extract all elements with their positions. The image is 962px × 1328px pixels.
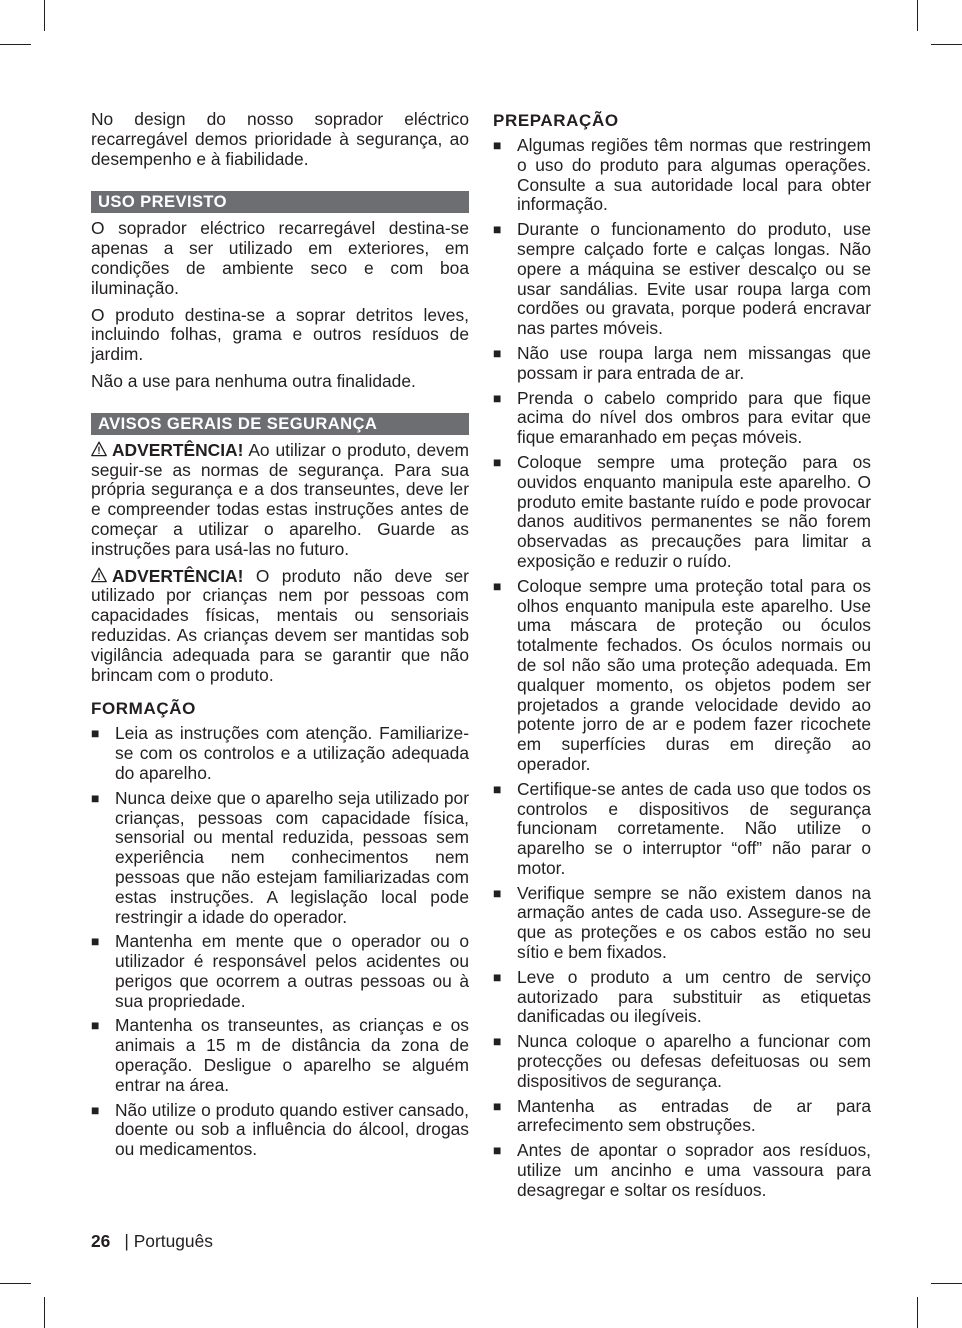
warning-label: ADVERTÊNCIA! [112, 565, 244, 586]
bullet-square-icon: ■ [493, 221, 502, 238]
bullet-square-icon: ■ [493, 344, 502, 361]
warning-text: Ao utilizar o produto, devem seguir-se as normas de segurança. Para sua própria segurança e a dos transeuntes, deve ler e compreender todas estas instruções antes de começar a utilizar o aparelho. Guarde as instruções para usá-las no futuro. [91, 439, 469, 559]
crop-mark [931, 44, 962, 45]
warning-triangle-icon [91, 567, 107, 583]
bullet-square-icon: ■ [493, 577, 502, 594]
list-item: ■ Prenda o cabelo comprido para que fique acima do nível dos ombros para evitar que fique emaranhado em peças móveis. [493, 387, 871, 448]
body-paragraph: O produto destina-se a soprar detritos leves, incluindo folhas, grama e outros resíduos de jardim. [91, 304, 469, 365]
right-column [493, 110, 871, 1206]
list-item: ■ Nunca coloque o aparelho a funcionar com protecções ou defesas defeituosas ou sem dispositivos de segurança. [493, 1031, 871, 1091]
footer-language: | Português [124, 1231, 213, 1251]
section-heading-avisos: AVISOS GERAIS DE SEGURANÇA [91, 413, 469, 435]
bullet-square-icon: ■ [493, 780, 502, 797]
list-item: ■ Leia as instruções com atenção. Familiarize-se com os controlos e a utilização adequada do aparelho. [91, 723, 469, 783]
crop-mark [0, 44, 31, 45]
body-paragraph: O soprador eléctrico recarregável destina-se apenas a ser utilizado em exteriores, em condições de ambiente seco e com boa iluminação. [91, 218, 469, 298]
page-footer [91, 1231, 213, 1251]
bullet-square-icon: ■ [91, 1101, 100, 1118]
crop-mark [917, 0, 918, 31]
left-column [91, 110, 469, 1165]
bullet-square-icon: ■ [91, 933, 100, 950]
list-item: ■ Antes de apontar o soprador aos resíduos, utilize um ancinho e uma vassoura para desagregar e soltar os resíduos. [493, 1140, 871, 1200]
subheading-formacao: FORMAÇÃO [91, 699, 196, 719]
list-item: ■ Coloque sempre uma proteção para os ouvidos enquanto manipula este aparelho. O produto emite bastante ruído e pode provocar danos auditivos permanentes se não forem observadas as precauções para limitar a exposição e reduzir o ruído. [493, 451, 871, 571]
list-item: ■ Coloque sempre uma proteção total para os olhos enquanto manipula este aparelho. Use uma máscara de proteção ou óculos totalmente fechados. Os óculos normais ou de sol não são uma proteção adequada. Em qualquer momento, os objetos podem ser projetados a grande velocidade devido ao potente jorro de ar e podem fazer ricochete em superfícies duras em direção ao operador. [493, 575, 871, 774]
formacao-list [91, 724, 469, 1160]
crop-mark [931, 1283, 962, 1284]
crop-mark [44, 0, 45, 31]
warning-triangle-icon [91, 441, 107, 457]
body-paragraph: Não a use para nenhuma outra finalidade. [91, 370, 416, 391]
list-item: ■ Algumas regiões têm normas que restringem o uso do produto para algumas operações. Consulte a sua autoridade local para obter informação. [493, 135, 871, 215]
crop-mark [44, 1297, 45, 1328]
bullet-square-icon: ■ [91, 1017, 100, 1034]
bullet-square-icon: ■ [493, 968, 502, 985]
intro-paragraph: No design do nosso soprador eléctrico recarregável demos prioridade à segurança, ao desempenho e à fiabilidade. [91, 109, 469, 169]
subheading-preparacao: PREPARAÇÃO [493, 111, 619, 130]
list-item: ■ Nunca deixe que o aparelho seja utilizado por crianças, pessoas com capacidade física, sensorial ou mental reduzida, pessoas sem experiência nem conhecimentos nem pessoas que não estejam familiarizadas com estas instruções. A legislação local pode restringir a idade do operador. [91, 787, 469, 927]
list-item: ■ Mantenha em mente que o operador ou o utilizador é responsável pelos acidentes ou perigos que ocorrem a outras pessoas ou à sua propriedade. [91, 931, 469, 1011]
section-heading-uso-previsto: USO PREVISTO [91, 191, 469, 213]
bullet-square-icon: ■ [493, 389, 502, 406]
bullet-square-icon: ■ [493, 884, 502, 901]
list-item: ■ Certifique-se antes de cada uso que todos os controlos e dispositivos de segurança funcionam corretamente. Não utilize o aparelho se o interruptor “off” não parar o motor. [493, 778, 871, 878]
list-item: ■ Mantenha os transeuntes, as crianças e os animais a 15 m de distância da zona de operação. Desligue o aparelho se alguém entrar na área. [91, 1015, 469, 1095]
bullet-square-icon: ■ [493, 1142, 502, 1159]
crop-mark [917, 1297, 918, 1328]
bullet-square-icon: ■ [493, 1033, 502, 1050]
list-item: ■ Leve o produto a um centro de serviço autorizado para substituir as etiquetas danificadas ou ilegíveis. [493, 966, 871, 1027]
bullet-square-icon: ■ [91, 725, 100, 742]
list-item: ■ Verifique sempre se não existem danos na armação antes de cada uso. Assegure-se de que as proteções e os cabos estão no seu sítio e bem fixados. [493, 882, 871, 963]
bullet-square-icon: ■ [493, 137, 502, 153]
preparacao-list [493, 136, 871, 1201]
bullet-square-icon: ■ [91, 789, 100, 806]
list-item: ■ Durante o funcionamento do produto, use sempre calçado forte e calças longas. Não opere a máquina se estiver descalço ou se usar sandálias. Evite usar roupa larga com cordões ou gravata, porque poderá encravar nas partes móveis. [493, 219, 871, 339]
list-item: ■ Mantenha as entradas de ar para arrefecimento sem obstruções. [493, 1095, 871, 1136]
warning-paragraph [91, 567, 469, 686]
bullet-square-icon: ■ [493, 453, 502, 470]
list-item: ■ Não utilize o produto quando estiver cansado, doente ou sob a influência do álcool, drogas ou medicamentos. [91, 1099, 469, 1160]
bullet-square-icon: ■ [493, 1097, 502, 1114]
warning-label: ADVERTÊNCIA! [112, 439, 244, 460]
warning-text: O produto não deve ser utilizado por crianças nem por pessoas com capacidades físicas, mentais ou sensoriais reduzidas. As crianças devem ser mantidas sob vigilância adequada para se garantir que não brincam com o produto. [91, 565, 469, 685]
page-number: 26 [91, 1231, 111, 1251]
list-item: ■ Não use roupa larga nem missangas que possam ir para entrada de ar. [493, 342, 871, 383]
crop-mark [0, 1283, 31, 1284]
warning-paragraph [91, 441, 469, 560]
